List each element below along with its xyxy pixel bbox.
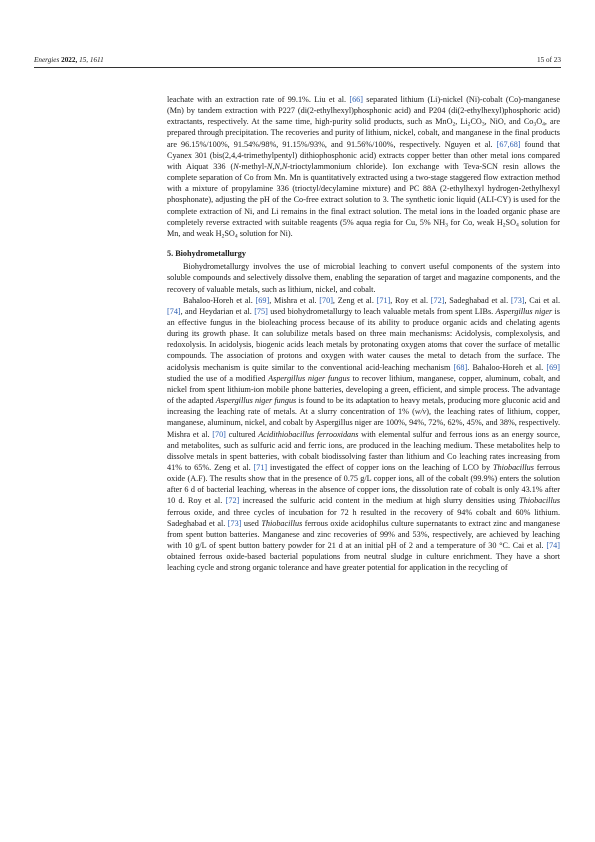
text-run: solution for Ni).	[237, 228, 293, 238]
journal-name: Energies	[34, 56, 60, 64]
text-run: CO	[470, 117, 482, 127]
text-run: , Zeng et al.	[332, 295, 377, 305]
subscript: 3	[481, 121, 485, 128]
text-run: , Cai et al.	[524, 295, 561, 305]
subscript: 4	[516, 222, 519, 229]
citation-link[interactable]: [73]	[227, 518, 242, 528]
text-run: , Sadeghabad et al.	[444, 295, 511, 305]
text-run: to recover lithium, manganese, copper, aluminum, cobalt, and nickel from spent lithium-ion mobile phone batteries, developing a green, efficient, and simple process. The advantage of the adapted	[167, 373, 560, 406]
subscript: 3	[533, 121, 537, 128]
text-run: SO	[505, 217, 517, 227]
italic-text: Thiobacillus	[519, 496, 561, 506]
text-run: used biohydrometallurgy to leach valuable metals from spent LIBs.	[267, 306, 496, 316]
journal-year: 2022,	[61, 56, 78, 64]
text-run: ferrous oxide, and three cycles of incubation for 72 h resulted in the recovery of 94% cobalt and 60% lithium. Sadeghabad et al.	[167, 507, 560, 528]
text-run: increased the sulfuric acid content in the medium at high slurry densities using	[239, 496, 520, 506]
text-run: obtained ferrous oxide-based bacterial populations from neutral sludge in culture enrichment. They have a short leaching cycle and strong organic tolerance and have greater potential for application in the recycling of	[167, 552, 560, 573]
italic-text: N,N,N	[266, 161, 288, 171]
subscript: 2	[467, 121, 471, 128]
text-run: leachate with an extraction rate of 99.1%. Liu et al.	[167, 95, 350, 104]
page-number: 15 of 23	[537, 56, 561, 64]
citation-link[interactable]: [74]	[167, 306, 181, 316]
text-run: Bahaloo-Horeh et al.	[183, 295, 256, 305]
section-heading: 5. Biohydrometallurgy	[167, 249, 246, 259]
italic-text: Aspergillus niger	[495, 306, 553, 316]
text-run: used	[241, 518, 262, 528]
italic-text: Acidithiobacillus ferrooxidans	[258, 429, 359, 439]
text-run: found that Cyanex 301 (bis(2,4,4-trimethylpentyl) dithiophosphonic acid) extracts copper better than other metal ions compared with Aiquat 336 (	[167, 139, 560, 171]
paragraph-bio-intro: Biohydrometallurgy involves the use of microbial leaching to convert useful components of the system into soluble compounds and selectively dissolve them, enabling the separation of target and magazine components, and the recovery of valuable metals, such as lithium, nickel, and cobalt.	[167, 262, 560, 294]
subscript: 3	[445, 222, 448, 229]
italic-text: Aspergillus niger fungus	[268, 373, 350, 383]
header-divider	[34, 67, 561, 68]
italic-text: N	[233, 161, 239, 171]
text-run: for Co, weak H	[447, 217, 503, 227]
text-run: . Bahaloo-Horeh et al.	[467, 362, 547, 372]
italic-text: Thiobacillus	[492, 463, 534, 472]
text-run: ), the leaching rates of lithium, copper, manganese, aluminum, nickel, and cobalt by Aspergillus niger are 100%, 94%, 72%, 62%, 45%, and 38%, respectively. Mishra et al.	[167, 407, 560, 439]
text-run: with elemental sulfur and ferrous ions as an energy source, and metabolites, such as sulfuric acid and ferric ions, are produced in the leaching medium. These metabolites help to dissolve metals in spent batteries, with cobalt biodissolving faster than lithium and Co leaching rates increasing from 41% to 65%. Zeng et al.	[167, 429, 560, 472]
citation-link[interactable]: [71]	[253, 463, 268, 472]
text-run: SO	[224, 228, 235, 238]
subscript: 4	[234, 233, 238, 240]
citation-link[interactable]: [67,68]	[496, 139, 521, 149]
citation-link[interactable]: [69]	[546, 362, 560, 372]
text-run: , Mishra et al.	[269, 295, 320, 305]
text-run: is an effective fungus in the bioleaching process because of its ability to produce organic acids and chelating agents during its growth phase. It can solubilize metals based on three main mechanisms: Acidolysis, complexolysis, and redoxolysis. In acidolysis, biogenic acids leach metals by protonating oxygen atoms that cover the surface of metallic compounds. The association of protons and oxygen with water causes the metal to detach from the surface. The acidolysis mechanism is quite similar to the conventional acid-leaching mechanism	[167, 306, 560, 372]
text-run: cultured	[225, 429, 259, 439]
text-run: , Roy et al.	[390, 295, 431, 305]
citation-link[interactable]: [72]	[430, 295, 445, 305]
text-run: , and Heydarian et al.	[180, 306, 255, 316]
citation-link[interactable]: [68]	[453, 362, 468, 372]
subscript: 4	[542, 121, 545, 128]
text-run: studied the use of a modified	[167, 373, 269, 383]
text-run: , NiO, and Co	[484, 117, 534, 127]
text-run: O	[536, 117, 543, 127]
article-number: 1611	[89, 56, 104, 64]
paragraph-bio-studies	[167, 295, 560, 574]
paragraph-extraction-continued	[167, 94, 560, 239]
citation-link[interactable]: [70]	[212, 429, 226, 439]
page-header	[34, 56, 561, 68]
text-run: ferrous oxide (A.F). The results show that in the presence of 0.75 g/L copper ions, all of the cobalt (99.9%) enters the solution after 6 d of bacterial leaching, whereas in the absence of copper ions, the dissolution rate of cobalt is only 43.1% after 10 d. Roy et al.	[167, 463, 560, 506]
subscript: 2	[452, 121, 456, 128]
citation-link[interactable]: [71]	[376, 295, 391, 305]
citation-link[interactable]: [66]	[349, 95, 363, 104]
text-run: is found to be its adaptation to heavy metals, producing more gluconic acid and increasing the leaching rate of metals. At a slurry concentration of 1% (	[167, 396, 561, 417]
citation-link[interactable]: [70]	[319, 295, 333, 305]
citation-link[interactable]: [75]	[254, 306, 268, 316]
citation-link[interactable]: [73]	[510, 295, 525, 305]
main-text-column	[167, 94, 560, 574]
text-run: , Li	[455, 117, 468, 127]
subscript: 2	[502, 222, 506, 229]
text-run: , are prepared through precipitation. The recoveries and purity of lithium, nickel, cobalt, and manganese in the final products are 96.15%/100%, 91.54%/98%, 91.15%/93%, and 91.56%/100%, respectively. Nguyen et al.	[167, 117, 561, 149]
citation-link[interactable]: [72]	[225, 496, 240, 506]
journal-volume: 15,	[79, 56, 89, 64]
journal-citation	[34, 56, 104, 64]
subscript: 2	[221, 233, 225, 240]
citation-link[interactable]: [69]	[255, 295, 270, 305]
italic-text: w/v	[414, 407, 427, 417]
text-run: ferrous oxide acidophilus culture supernatants to extract zinc and manganese from spent button batteries. Manganese and zinc recoveries of 99% and 53%, respectively, are achieved by leaching with 10 g/L of spent button battery powder for 21 d at an initial pH of 2 and a temperature of 30 °C. Cai et al.	[167, 518, 560, 551]
citation-link[interactable]: [74]	[546, 541, 560, 551]
text-run: solution for Mn, and weak H	[167, 217, 560, 238]
text-run: -trioctylammonium chloride). Ion exchange with Teva-SCN resin allows the complete separation of Co from Mn. Mn is quantitatively extracted using a two-stage staggered flow extraction method with a mixture of propylamine 336 (trioctyl/decylamine mixture) and PC 88A (2-ethylhexyl hydrogen-2ethylhexyl phosphonate), adjusting the pH of the Co-free extract solution to 3. The synthetic ionic liquid (ALI-CY) is used for the complete extraction of Ni, and Li remains in the final extract solution. The metal ions in the loaded organic phase are completely reverse extracted with suitable reagents (5% aqua regia for Cu, 5% NH	[167, 161, 560, 227]
text-run: investigated the effect of copper ions on the leaching of LCO by	[267, 463, 493, 472]
text-run: -methyl-	[238, 161, 267, 171]
italic-text: Aspergillus niger fungus	[215, 396, 297, 406]
text-run: separated lithium (Li)-nickel (Ni)-cobalt (Co)-manganese (Mn) by tandem extraction with P227 (di(2-ethylhexyl)phosphonic acid) and P204 (di(2-ethylhexyl)phosphoric acid) extractants, respectively. At the same time, high-purity solid products, such as MnO	[167, 95, 560, 127]
italic-text: Thiobacillus	[261, 518, 303, 528]
